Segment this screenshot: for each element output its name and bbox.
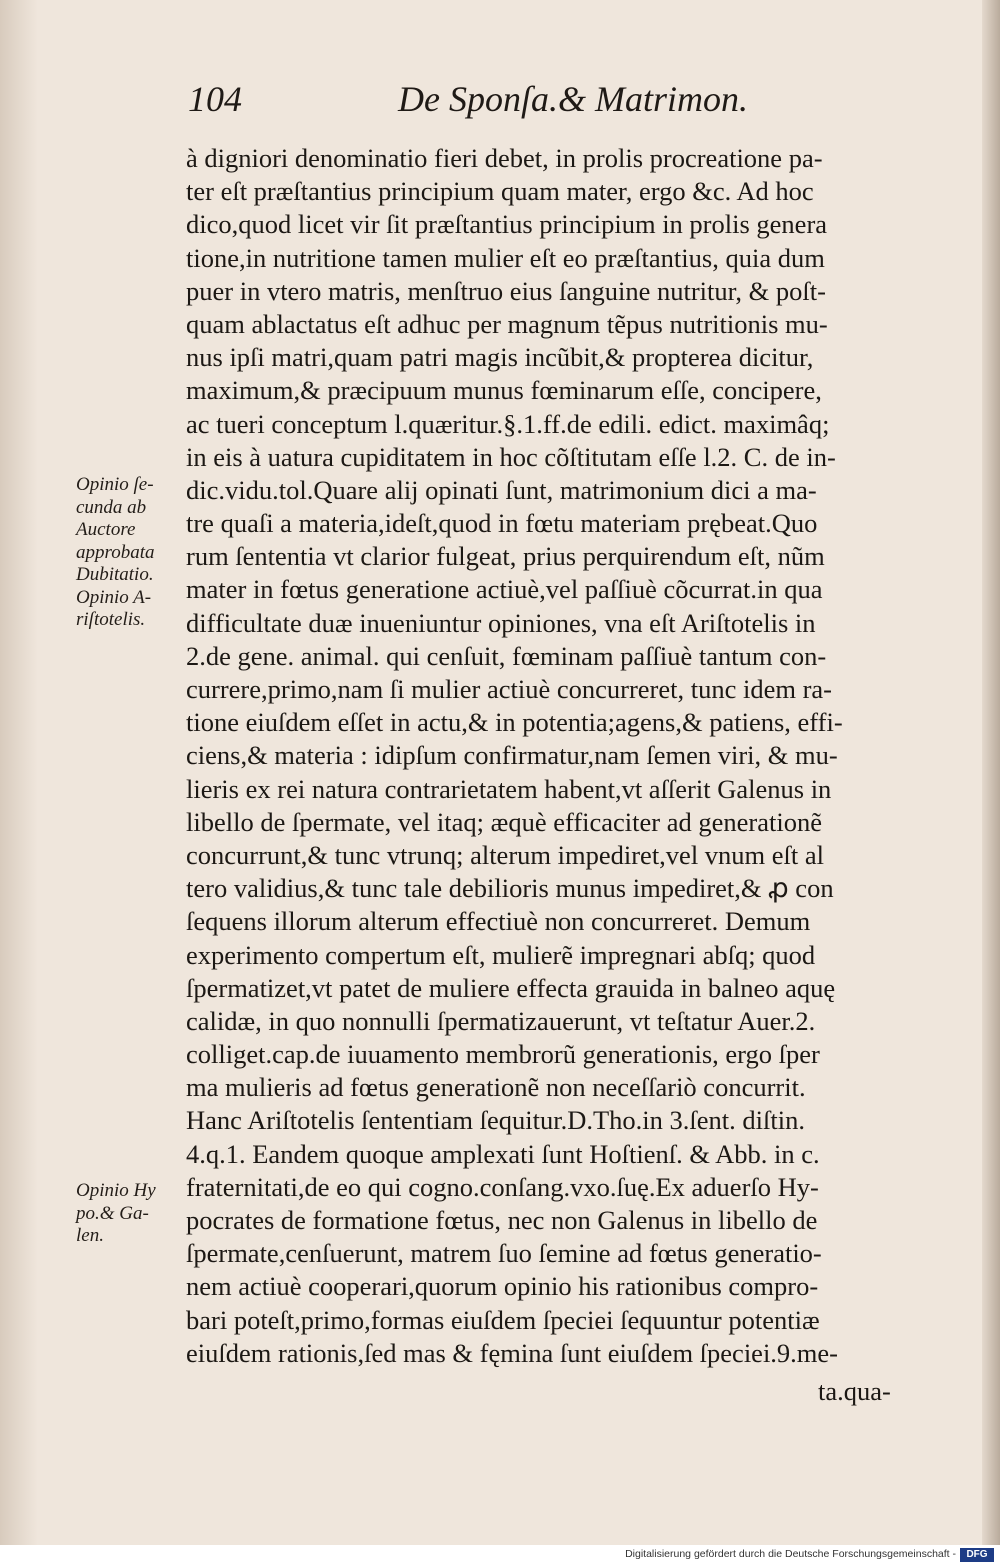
- marginal-line: Opinio ſe-: [76, 474, 154, 495]
- marginal-line: riſtotelis.: [76, 609, 146, 630]
- text-line: colliget.cap.de iuuamento membrorũ generationis, ergo ſper: [186, 1039, 820, 1070]
- text-line: nem actiuè cooperari,quorum opinio his rationibus compro-: [186, 1271, 819, 1302]
- text-line: bari poteſt,primo,formas eiuſdem ſpeciei ſequuntur potentiæ: [186, 1304, 820, 1335]
- text-line: dic.vidu.tol.Quare alij opinati ſunt, matrimonium dici a ma-: [186, 474, 817, 505]
- text-line: 4.q.1. Eandem quoque amplexati ſunt Hoſtienſ. & Abb. in c.: [186, 1138, 820, 1169]
- marginal-line: po.& Ga-: [76, 1202, 149, 1224]
- text-line: maximum,& præcipuum munus fœminarum eſſe, concipere,: [186, 375, 822, 406]
- page-number: 104: [188, 79, 242, 119]
- text-line: pocrates de formatione fœtus, nec non Galenus in libello de: [186, 1205, 818, 1235]
- text-line: tero validius,& tunc tale debilioris munus impediret,& ꝓ con: [186, 873, 834, 904]
- text-line: quam ablactatus eſt adhuc per magnum tẽpus nutritionis mu-: [186, 308, 828, 339]
- text-line: tione,in nutritione tamen mulier eſt eo præſtantius, quia dum: [186, 242, 825, 273]
- marginal-line: approbata: [76, 541, 155, 563]
- text-line: experimento compertum eſt, mulierẽ impregnari abſq; quod: [186, 939, 816, 970]
- text-line: eiuſdem rationis,ſed mas & fęmina ſunt eiuſdem ſpeciei.9.me-: [186, 1337, 839, 1368]
- text-line: ciens,& materia : idipſum confirmatur,nam ſemen viri, & mu-: [186, 740, 838, 771]
- text-line: tre quaſi a materia,ideſt,quod in fœtu materiam prębeat.Quo: [186, 508, 818, 539]
- catchword: ta.qua-: [818, 1376, 891, 1406]
- text-line: ſpermate,cenſuerunt, matrem ſuo ſemine ad fœtus generatio-: [186, 1238, 822, 1269]
- text-line: ma mulieris ad fœtus generationẽ non neceſſariò concurrit.: [186, 1072, 806, 1103]
- text-line: libello de ſpermate, vel itaq; æquè efficaciter ad generationẽ: [186, 806, 822, 837]
- text-line: ter eſt præſtantius principium quam mater, ergo &c. Ad hoc: [186, 176, 814, 207]
- page-header: [188, 78, 788, 128]
- funding-credit: Digitalisierung gefördert durch die Deutsche Forschungsgemeinschaft -: [625, 1548, 956, 1560]
- text-line: lieris ex rei natura contrarietatem habent,vt aſſerit Galenus in: [186, 773, 832, 804]
- dfg-logo-icon: DFG: [960, 1548, 994, 1562]
- running-title: De Sponſa.& Matrimon.: [398, 79, 748, 119]
- text-line: currere,primo,nam ſi mulier actiuè concurreret, tunc idem ra-: [186, 674, 833, 704]
- main-text-block: [186, 142, 966, 1370]
- marginal-line: Auctore: [76, 519, 136, 540]
- text-line: puer in vtero matris, menſtruo eius ſanguine nutritur, & poſt-: [186, 275, 826, 306]
- marginal-line: Dubitatio.: [76, 564, 154, 585]
- digitization-footer: [0, 1545, 1000, 1566]
- text-line: ſpermatizet,vt patet de muliere effecta grauida in balneo aquę: [186, 972, 836, 1003]
- marginal-line: Opinio A-: [76, 586, 152, 608]
- text-line: mater in fœtus generatione actiuè,vel paſſiuè cõcurrat.in qua: [186, 574, 823, 605]
- text-line: in eis à uatura cupiditatem in hoc cõſtitutam eſſe l.2. C. de in-: [186, 441, 836, 472]
- text-line: tione eiuſdem eſſet in actu,& in potentia;agens,& patiens, effi-: [186, 707, 843, 738]
- text-line: nus ipſi matri,quam patri magis incũbit,& propterea dicitur,: [186, 342, 814, 373]
- text-line: à digniori denominatio fieri debet, in prolis procreatione pa-: [186, 143, 823, 173]
- text-line: dico,quod licet vir ſit præſtantius principium in prolis genera: [186, 209, 828, 240]
- text-line: rum ſententia vt clarior fulgeat, prius perquirendum eſt, nũm: [186, 541, 825, 572]
- text-line: ſequens illorum alterum effectiuè non concurreret. Demum: [186, 906, 811, 937]
- marginal-line: cunda ab: [76, 496, 147, 518]
- text-line: ac tueri conceptum l.quæritur.§.1.ff.de edili. edict. maximâq;: [186, 408, 830, 439]
- text-line: concurrunt,& tunc vtrunq; alterum impediret,vel vnum eſt al: [186, 839, 825, 870]
- text-line: fraternitati,de eo qui cogno.conſang.vxo.ſuę.Ex aduerſo Hy-: [186, 1171, 819, 1202]
- text-line: Hanc Ariſtotelis ſententiam ſequitur.D.Tho.in 3.ſent. diſtin.: [186, 1105, 805, 1136]
- marginal-note-opinio-hypocrates: [76, 1180, 186, 1248]
- marginal-note-opinio-secunda: [76, 474, 186, 632]
- marginal-line: len.: [76, 1225, 104, 1246]
- text-line: calidæ, in quo nonnulli ſpermatizauerunt, vt teſtatur Auer.2.: [186, 1005, 816, 1036]
- marginal-line: Opinio Hy: [76, 1180, 156, 1201]
- text-line: difficultate duæ inueniuntur opiniones, vna eſt Ariſtotelis in: [186, 607, 816, 638]
- text-line: 2.de gene. animal. qui cenſuit, fœminam paſſiuè tantum con-: [186, 640, 827, 671]
